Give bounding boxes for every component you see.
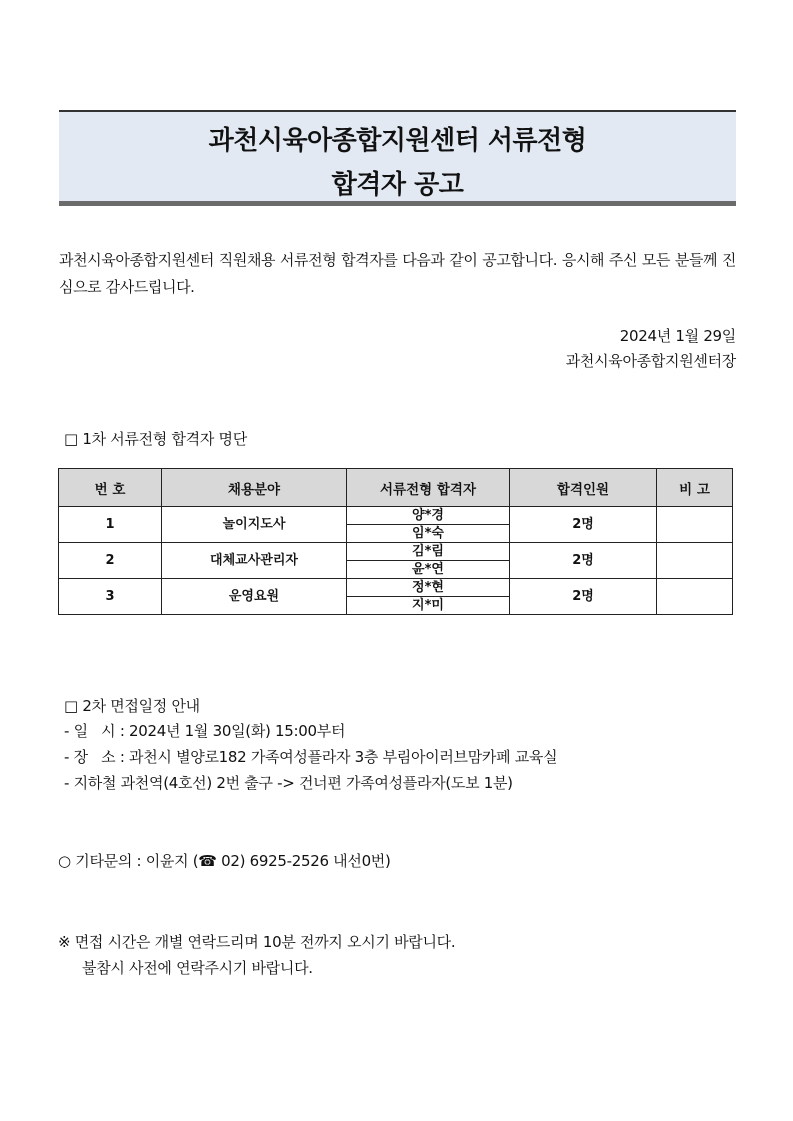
header-count: 합격인원 xyxy=(510,469,657,507)
table-header-row xyxy=(59,469,733,507)
row-no: 2 xyxy=(59,543,162,579)
header-passers: 서류전형 합격자 xyxy=(347,469,510,507)
notice xyxy=(58,929,455,981)
page-title: 과천시육아종합지원센터 서류전형 xyxy=(208,126,587,156)
row-count: 2명 xyxy=(510,579,657,615)
row-field: 운영요원 xyxy=(162,579,347,615)
list-item: - 장 소 : 과천시 별양로182 가족여성플라자 3층 부림아이러브맘카페 교육실 xyxy=(64,748,558,766)
row-field: 대체교사관리자 xyxy=(162,543,347,579)
list-item: - 일 시 : 2024년 1월 30일(화) 15:00부터 xyxy=(64,722,346,740)
row-note xyxy=(657,507,733,543)
header-no: 번 호 xyxy=(59,469,162,507)
interview-info-list xyxy=(64,718,557,796)
row-passer: 윤*연 xyxy=(347,561,510,579)
row-passer: 지*미 xyxy=(347,597,510,615)
row-passer: 임*숙 xyxy=(347,525,510,543)
row-passer: 김*림 xyxy=(347,543,510,561)
row-passer: 양*경 xyxy=(347,507,510,525)
section1-heading: □ 1차 서류전형 합격자 명단 xyxy=(64,430,247,448)
header-field: 채용분야 xyxy=(162,469,347,507)
section2-heading: □ 2차 면접일정 안내 xyxy=(64,697,200,715)
intro-paragraph: 과천시육아종합지원센터 직원채용 서류전형 합격자를 다음과 같이 공고합니다. 응시해 주신 모든 분들께 진심으로 감사드립니다. xyxy=(59,251,736,296)
row-note xyxy=(657,579,733,615)
contact-info: ○ 기타문의 : 이윤지 (☎ 02) 6925-2526 내선0번) xyxy=(58,852,391,870)
page-subtitle: 합격자 공고 xyxy=(331,170,464,200)
row-no: 1 xyxy=(59,507,162,543)
row-note xyxy=(657,543,733,579)
table-row xyxy=(59,579,733,597)
row-count: 2명 xyxy=(510,507,657,543)
table-row xyxy=(59,543,733,561)
notice-line: ※ 면접 시간은 개별 연락드리며 10분 전까지 오시기 바랍니다. xyxy=(58,933,456,951)
issuer-name: 과천시육아종합지원센터장 xyxy=(565,352,736,370)
results-table xyxy=(58,468,733,615)
row-passer: 정*현 xyxy=(347,579,510,597)
row-no: 3 xyxy=(59,579,162,615)
row-count: 2명 xyxy=(510,543,657,579)
row-field: 놀이지도사 xyxy=(162,507,347,543)
list-item: - 지하철 과천역(4호선) 2번 출구 -> 건너편 가족여성플라자(도보 1분) xyxy=(64,774,513,792)
announcement-date: 2024년 1월 29일 xyxy=(619,327,736,345)
notice-line: 불참시 사전에 연락주시기 바랍니다. xyxy=(82,959,313,977)
header-note: 비 고 xyxy=(657,469,733,507)
table-row xyxy=(59,507,733,525)
title-banner xyxy=(59,110,736,206)
